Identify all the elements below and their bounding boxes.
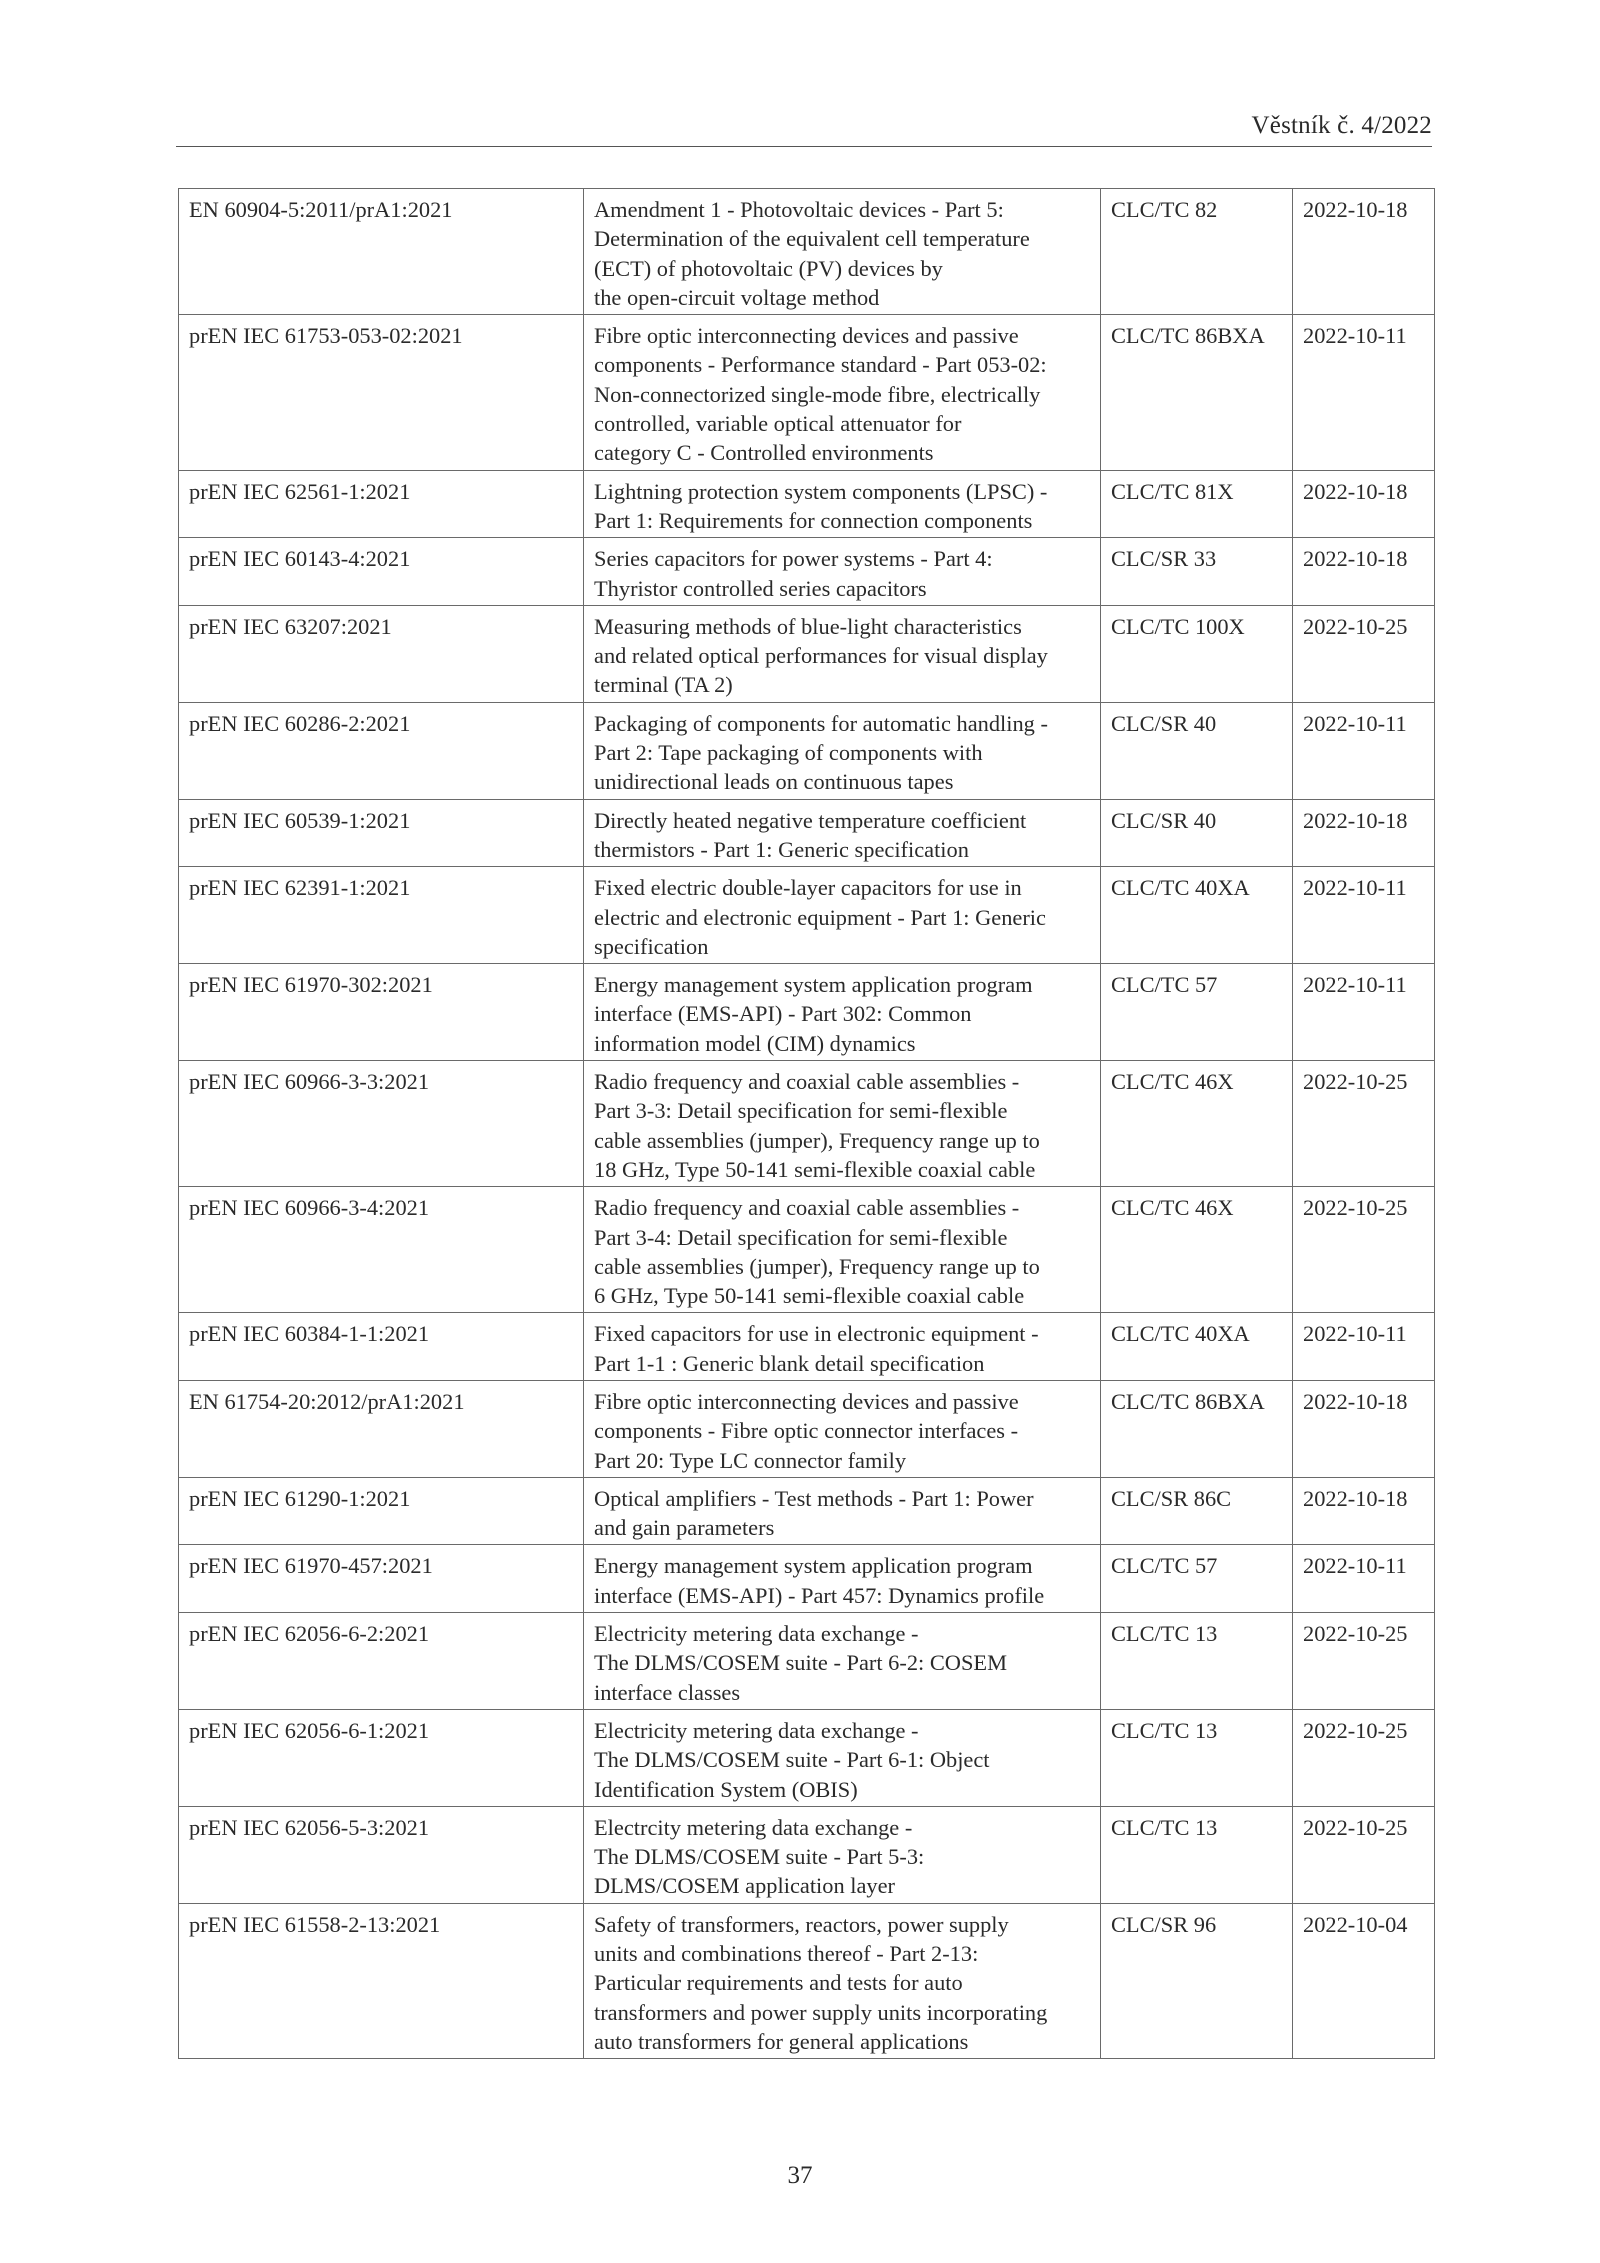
committee-cell: CLC/TC 86BXA (1101, 315, 1293, 470)
standard-title-line: Part 1-1 : Generic blank detail specification (594, 1350, 985, 1376)
deadline-date-cell: 2022-10-11 (1293, 702, 1435, 799)
table-row (179, 964, 1435, 1061)
table-row (179, 702, 1435, 799)
standard-code-cell: prEN IEC 61753-053-02:2021 (179, 315, 584, 470)
committee-cell: CLC/TC 100X (1101, 605, 1293, 702)
standard-title-line: Packaging of components for automatic handling - (594, 710, 1048, 736)
standard-title-cell (584, 867, 1101, 964)
standard-title-cell (584, 1061, 1101, 1187)
standard-code-cell: prEN IEC 61290-1:2021 (179, 1477, 584, 1545)
standard-code-cell: prEN IEC 60286-2:2021 (179, 702, 584, 799)
table-row (179, 1313, 1435, 1381)
standard-title-cell (584, 702, 1101, 799)
table-row (179, 1061, 1435, 1187)
committee-cell: CLC/SR 40 (1101, 799, 1293, 867)
standard-title-line: Energy management system application program (594, 1553, 1033, 1579)
standard-title-line: Fibre optic interconnecting devices and passive (594, 323, 1019, 349)
table-row (179, 1709, 1435, 1806)
standard-title-cell (584, 315, 1101, 470)
standard-code-cell: prEN IEC 62056-5-3:2021 (179, 1806, 584, 1903)
standard-title-line: specification (594, 933, 709, 959)
standard-title-line: Part 3-4: Detail specification for semi-flexible (594, 1224, 1008, 1250)
committee-cell: CLC/SR 33 (1101, 538, 1293, 606)
standard-title-line: interface (EMS-API) - Part 457: Dynamics profile (594, 1582, 1045, 1608)
standard-title-line: Series capacitors for power systems - Part 4: (594, 546, 993, 572)
standard-title-line: Identification System (OBIS) (594, 1776, 858, 1802)
standard-title-cell (584, 1380, 1101, 1477)
standard-title-line: Part 1: Requirements for connection components (594, 507, 1033, 533)
committee-cell: CLC/TC 13 (1101, 1806, 1293, 1903)
standard-title-cell (584, 605, 1101, 702)
standard-title-cell (584, 1477, 1101, 1545)
committee-cell: CLC/TC 13 (1101, 1709, 1293, 1806)
standard-code-cell: prEN IEC 62561-1:2021 (179, 470, 584, 538)
standard-title-line: unidirectional leads on continuous tapes (594, 769, 954, 795)
standard-title-line: Thyristor controlled series capacitors (594, 575, 927, 601)
standard-title-line: The DLMS/COSEM suite - Part 6-1: Object (594, 1747, 990, 1773)
page-header (176, 108, 1432, 147)
standard-title-line: interface (EMS-API) - Part 302: Common (594, 1001, 972, 1027)
standard-code-cell: prEN IEC 62391-1:2021 (179, 867, 584, 964)
standard-title-line: Electrcity metering data exchange - (594, 1814, 913, 1840)
table-row (179, 605, 1435, 702)
standard-title-line: (ECT) of photovoltaic (PV) devices by (594, 255, 943, 281)
deadline-date-cell: 2022-10-25 (1293, 1187, 1435, 1313)
standards-table-body (179, 189, 1435, 2059)
standard-title-line: 18 GHz, Type 50-141 semi-flexible coaxial cable (594, 1156, 1036, 1182)
standard-title-cell (584, 1903, 1101, 2058)
committee-cell: CLC/TC 82 (1101, 189, 1293, 315)
standard-title-cell (584, 799, 1101, 867)
committee-cell: CLC/TC 40XA (1101, 867, 1293, 964)
standard-title-line: Part 3-3: Detail specification for semi-flexible (594, 1098, 1008, 1124)
committee-cell: CLC/TC 57 (1101, 964, 1293, 1061)
committee-cell: CLC/SR 86C (1101, 1477, 1293, 1545)
standard-title-cell (584, 1187, 1101, 1313)
standard-code-cell: prEN IEC 63207:2021 (179, 605, 584, 702)
table-row (179, 1380, 1435, 1477)
deadline-date-cell: 2022-10-18 (1293, 538, 1435, 606)
standard-title-line: Part 2: Tape packaging of components with (594, 740, 983, 766)
standard-title-line: Measuring methods of blue-light characteristics (594, 613, 1022, 639)
table-row (179, 189, 1435, 315)
standard-title-line: Part 20: Type LC connector family (594, 1447, 907, 1473)
standard-title-line: Radio frequency and coaxial cable assemblies - (594, 1069, 1020, 1095)
standard-code-cell: prEN IEC 61558-2-13:2021 (179, 1903, 584, 2058)
standard-title-cell (584, 189, 1101, 315)
deadline-date-cell: 2022-10-11 (1293, 1313, 1435, 1381)
standard-title-line: The DLMS/COSEM suite - Part 6-2: COSEM (594, 1650, 1007, 1676)
standard-title-cell (584, 470, 1101, 538)
standard-title-cell (584, 1709, 1101, 1806)
table-row (179, 1545, 1435, 1613)
standard-code-cell: prEN IEC 60966-3-3:2021 (179, 1061, 584, 1187)
standard-title-line: category C - Controlled environments (594, 440, 934, 466)
deadline-date-cell: 2022-10-18 (1293, 799, 1435, 867)
standard-title-line: Directly heated negative temperature coefficient (594, 807, 1027, 833)
deadline-date-cell: 2022-10-25 (1293, 1806, 1435, 1903)
table-row (179, 799, 1435, 867)
deadline-date-cell: 2022-10-18 (1293, 189, 1435, 315)
deadline-date-cell: 2022-10-18 (1293, 1380, 1435, 1477)
standard-title-line: Radio frequency and coaxial cable assemblies - (594, 1195, 1020, 1221)
standard-title-line: the open-circuit voltage method (594, 284, 880, 310)
committee-cell: CLC/TC 86BXA (1101, 1380, 1293, 1477)
standard-title-line: Fibre optic interconnecting devices and passive (594, 1388, 1019, 1414)
standard-title-line: components - Performance standard - Part 053-02: (594, 352, 1047, 378)
standard-title-line: The DLMS/COSEM suite - Part 5-3: (594, 1844, 925, 1870)
standard-title-line: controlled, variable optical attenuator for (594, 411, 962, 437)
standard-code-cell: EN 61754-20:2012/prA1:2021 (179, 1380, 584, 1477)
deadline-date-cell: 2022-10-25 (1293, 1061, 1435, 1187)
deadline-date-cell: 2022-10-11 (1293, 315, 1435, 470)
table-row (179, 315, 1435, 470)
standard-title-line: Particular requirements and tests for auto (594, 1970, 963, 1996)
standard-title-line: Fixed capacitors for use in electronic equipment - (594, 1321, 1039, 1347)
standard-code-cell: prEN IEC 60539-1:2021 (179, 799, 584, 867)
standard-title-line: cable assemblies (jumper), Frequency range up to (594, 1253, 1040, 1279)
table-row (179, 470, 1435, 538)
committee-cell: CLC/TC 46X (1101, 1187, 1293, 1313)
standard-code-cell: prEN IEC 60384-1-1:2021 (179, 1313, 584, 1381)
standard-title-line: Energy management system application program (594, 972, 1033, 998)
standards-table (178, 188, 1435, 2059)
standard-title-line: Electricity metering data exchange - (594, 1621, 919, 1647)
standard-code-cell: prEN IEC 61970-302:2021 (179, 964, 584, 1061)
standard-title-line: components - Fibre optic connector interfaces - (594, 1418, 1019, 1444)
deadline-date-cell: 2022-10-11 (1293, 964, 1435, 1061)
journal-issue-title: Věstník č. 4/2022 (1251, 112, 1432, 139)
committee-cell: CLC/SR 96 (1101, 1903, 1293, 2058)
standard-code-cell: prEN IEC 60966-3-4:2021 (179, 1187, 584, 1313)
table-row (179, 1806, 1435, 1903)
table-row (179, 867, 1435, 964)
standard-title-cell (584, 1613, 1101, 1710)
standard-code-cell: prEN IEC 61970-457:2021 (179, 1545, 584, 1613)
standard-title-line: DLMS/COSEM application layer (594, 1873, 895, 1899)
deadline-date-cell: 2022-10-04 (1293, 1903, 1435, 2058)
standard-title-line: interface classes (594, 1679, 741, 1705)
standard-title-line: auto transformers for general applications (594, 2028, 969, 2054)
deadline-date-cell: 2022-10-25 (1293, 1613, 1435, 1710)
committee-cell: CLC/TC 57 (1101, 1545, 1293, 1613)
standard-title-line: electric and electronic equipment - Part 1: Generic (594, 904, 1046, 930)
committee-cell: CLC/TC 13 (1101, 1613, 1293, 1710)
standard-title-line: Electricity metering data exchange - (594, 1717, 919, 1743)
standard-code-cell: prEN IEC 62056-6-2:2021 (179, 1613, 584, 1710)
table-row (179, 1613, 1435, 1710)
standard-title-line: and related optical performances for visual display (594, 643, 1048, 669)
standard-title-cell (584, 1806, 1101, 1903)
deadline-date-cell: 2022-10-11 (1293, 867, 1435, 964)
deadline-date-cell: 2022-10-25 (1293, 605, 1435, 702)
standard-title-line: Fixed electric double-layer capacitors for use in (594, 875, 1022, 901)
standard-title-cell (584, 964, 1101, 1061)
standard-title-line: Determination of the equivalent cell temperature (594, 226, 1030, 252)
deadline-date-cell: 2022-10-18 (1293, 1477, 1435, 1545)
standard-title-line: 6 GHz, Type 50-141 semi-flexible coaxial cable (594, 1283, 1025, 1309)
standard-title-line: Lightning protection system components (LPSC) - (594, 478, 1048, 504)
deadline-date-cell: 2022-10-25 (1293, 1709, 1435, 1806)
standard-title-cell (584, 538, 1101, 606)
committee-cell: CLC/TC 81X (1101, 470, 1293, 538)
standard-title-line: and gain parameters (594, 1515, 775, 1541)
standard-code-cell: EN 60904-5:2011/prA1:2021 (179, 189, 584, 315)
page-number: 37 (787, 2162, 813, 2189)
standard-title-line: units and combinations thereof - Part 2-13: (594, 1941, 979, 1967)
standard-title-cell (584, 1313, 1101, 1381)
standard-code-cell: prEN IEC 62056-6-1:2021 (179, 1709, 584, 1806)
standard-title-line: transformers and power supply units incorporating (594, 1999, 1048, 2025)
standard-title-line: Optical amplifiers - Test methods - Part 1: Power (594, 1485, 1034, 1511)
standard-title-line: Non-connectorized single-mode fibre, electrically (594, 381, 1041, 407)
standard-title-line: thermistors - Part 1: Generic specification (594, 836, 969, 862)
deadline-date-cell: 2022-10-11 (1293, 1545, 1435, 1613)
table-row (179, 538, 1435, 606)
standard-title-line: information model (CIM) dynamics (594, 1030, 916, 1056)
table-row (179, 1187, 1435, 1313)
deadline-date-cell: 2022-10-18 (1293, 470, 1435, 538)
table-row (179, 1477, 1435, 1545)
committee-cell: CLC/TC 40XA (1101, 1313, 1293, 1381)
standard-code-cell: prEN IEC 60143-4:2021 (179, 538, 584, 606)
standard-title-line: cable assemblies (jumper), Frequency range up to (594, 1127, 1040, 1153)
standard-title-line: Amendment 1 - Photovoltaic devices - Part 5: (594, 197, 1004, 222)
committee-cell: CLC/TC 46X (1101, 1061, 1293, 1187)
committee-cell: CLC/SR 40 (1101, 702, 1293, 799)
table-row (179, 1903, 1435, 2058)
standard-title-line: terminal (TA 2) (594, 672, 733, 698)
standard-title-line: Safety of transformers, reactors, power supply (594, 1911, 1009, 1937)
standard-title-cell (584, 1545, 1101, 1613)
